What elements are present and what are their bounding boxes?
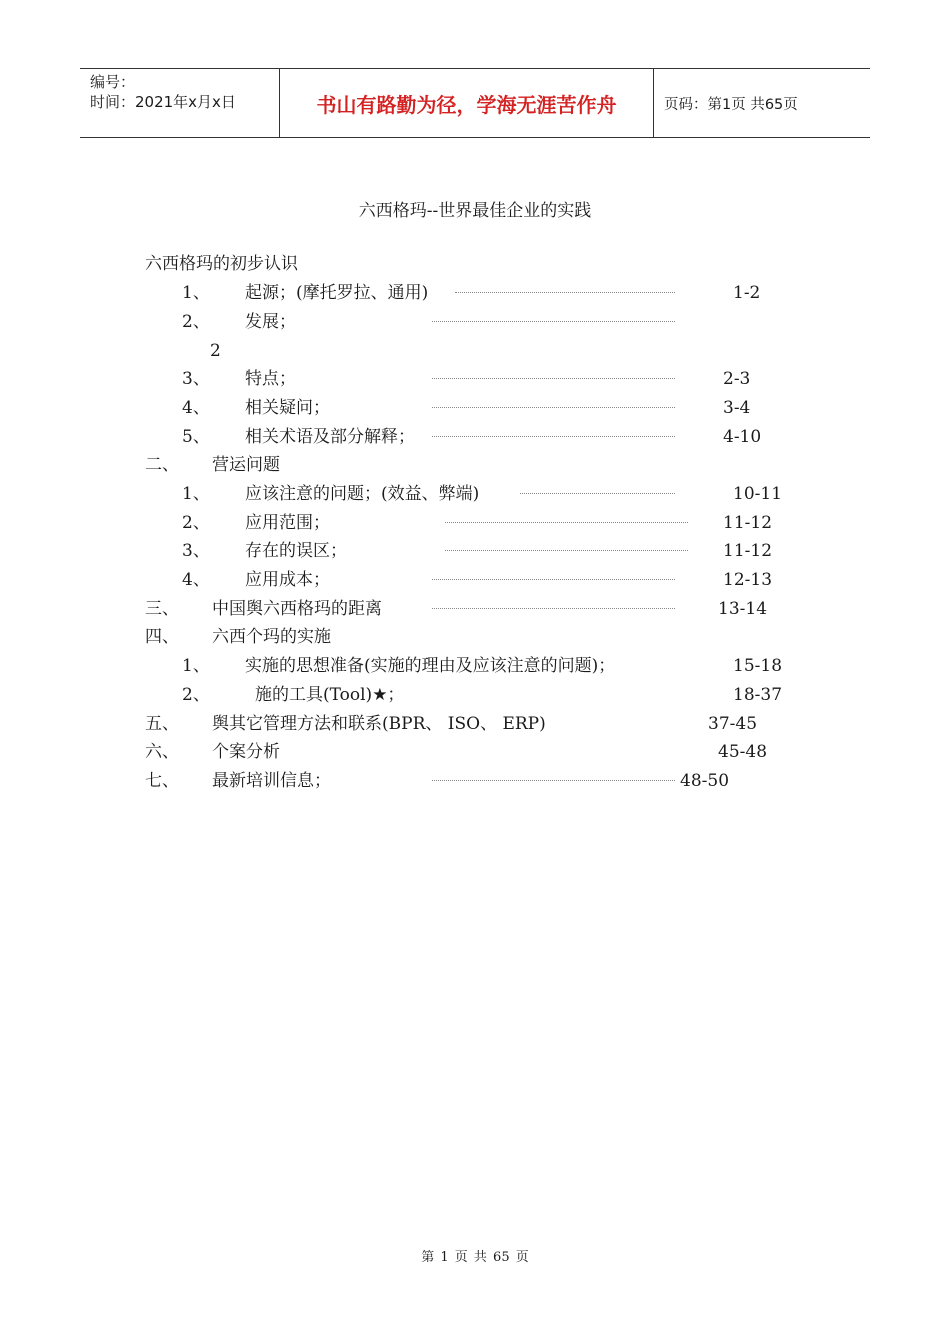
toc-section-number: 三、 [145, 599, 179, 619]
toc-leader [455, 292, 675, 293]
toc-item-page: 1-2 [733, 283, 761, 303]
toc-item-text: 应该注意的问题；(效益、弊端) [245, 484, 480, 504]
toc-item-page: 13-14 [718, 599, 768, 619]
toc-item-page: 3-4 [723, 398, 751, 418]
toc-leader [432, 780, 675, 781]
toc-item-text: 特点； [245, 369, 296, 389]
toc-item-text: 存在的误区； [245, 541, 347, 561]
toc-item-page: 11-12 [723, 541, 773, 561]
document-title: 六西格玛--世界最佳企业的实践 [358, 201, 592, 221]
toc-section-text: 六西个玛的实施 [212, 627, 331, 647]
toc-item-page: 45-48 [718, 742, 768, 762]
page-footer: 第 1 页 共 65 页 [421, 1250, 529, 1265]
toc-leader [432, 436, 675, 437]
toc-item-number: 3、 [182, 369, 210, 389]
toc-item-page: 18-37 [733, 685, 783, 705]
toc-item-number: 2、 [182, 513, 210, 533]
toc-item-page: 12-13 [723, 570, 773, 590]
toc-item-text: 发展； [245, 312, 296, 332]
toc-item-page: 37-45 [708, 714, 758, 734]
toc-item-number: 1、 [182, 283, 210, 303]
toc-item-page: 4-10 [723, 427, 762, 447]
toc-leader [520, 493, 675, 494]
toc-section-text: 营运问题 [212, 455, 280, 475]
toc-item-text: 相关术语及部分解释； [245, 427, 415, 447]
toc-item-page: 15-18 [733, 656, 783, 676]
toc-section-number: 六、 [145, 742, 179, 762]
toc-item-text: 实施的思想准备(实施的理由及应该注意的问题)； [245, 656, 616, 676]
header-page-info: 页码：第1页 共65页 [664, 96, 798, 113]
toc-item-number: 5、 [182, 427, 210, 447]
toc-section-number: 四、 [145, 627, 179, 647]
toc-leader [445, 522, 688, 523]
toc-section-text: 舆其它管理方法和联系(BPR、 ISO、 ERP) [212, 714, 546, 734]
date-label: 时间：2021年x月x日 [90, 93, 236, 111]
toc-leader [432, 321, 675, 322]
toc-item-page: 48-50 [680, 771, 730, 791]
toc-section-text: 最新培训信息； [212, 771, 331, 791]
toc-item-number: 2、 [182, 312, 210, 332]
toc-leader [432, 407, 675, 408]
toc-leader [432, 378, 675, 379]
toc-item-text: 应用成本； [245, 570, 330, 590]
number-label: 编号： [90, 73, 136, 91]
toc-item-text: 相关疑问； [245, 398, 330, 418]
toc-item-number: 3、 [182, 541, 210, 561]
toc-item-page: 2-3 [723, 369, 751, 389]
toc-leader [432, 608, 675, 609]
toc-item-text: 起源；(摩托罗拉、通用) [245, 283, 429, 303]
toc-item-page: 10-11 [733, 484, 783, 504]
header-motto: 书山有路勤为径，学海无涯苦作舟 [280, 69, 654, 137]
toc-item-page: 11-12 [723, 513, 773, 533]
toc-section-text: 中国舆六西格玛的距离 [212, 599, 382, 619]
toc-item-number: 4、 [182, 570, 210, 590]
toc-item-page: 2 [210, 341, 221, 361]
toc-leader [432, 579, 675, 580]
toc-item-number: 1、 [182, 656, 210, 676]
toc-section-text: 个案分析 [212, 742, 280, 762]
toc-leader [445, 550, 688, 551]
toc-item-number: 4、 [182, 398, 210, 418]
toc-item-text: 施的工具(Tool)★； [255, 685, 405, 705]
toc-section-number: 五、 [145, 714, 179, 734]
toc-section-number: 二、 [145, 455, 179, 475]
toc-item-number: 2、 [182, 685, 210, 705]
toc-part-heading: 六西格玛的初步认识 [145, 254, 298, 274]
toc-item-number: 1、 [182, 484, 210, 504]
toc-section-number: 七、 [145, 771, 179, 791]
toc-item-text: 应用范围； [245, 513, 330, 533]
